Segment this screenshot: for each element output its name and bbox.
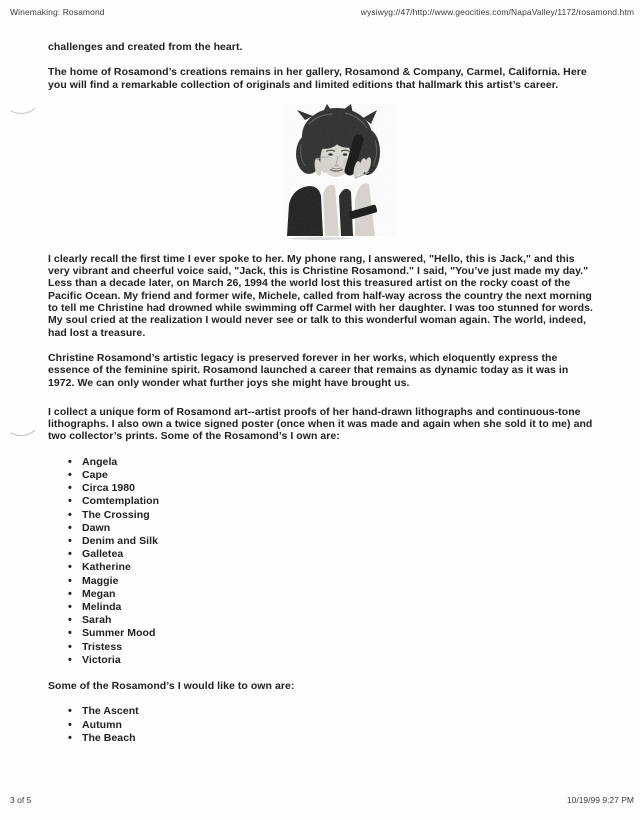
paragraph-phone-call: I clearly recall the first time I ever spoke to her. My phone rang, I answered, "Hello, this is Jack," and this very vibrant and cheerful voice said, "Jack, this is Christine Rosamond." I said, "You’ve just made my day." Less than a decade later, on March 26, 1994 the world lost this treasured artist on the rocky coast of the Pacific Ocean. My friend and former wife, Michele, called from half-way across the country the next morning to tell me Christine had drowned while swimming off Carmel with her daughter. I was too stunned for words. My soul cried at the realization I would never see or talk to this wonderful woman again. The world, indeed, had lost a treasure. (48, 252, 593, 339)
hole-punch-mark (4, 408, 41, 437)
list-item: • The Beach (68, 732, 597, 745)
paragraph-legacy: Christine Rosamond’s artistic legacy is preserved forever in her works, which eloquently express the essence of the feminine spirit. Rosamond launched a career that remains as dynamic today as it was in 1972. We can only wonder what further joys she might have brought us. (48, 351, 569, 389)
list-item: • Melinda (68, 601, 597, 614)
list-item: • Comtemplation (68, 495, 597, 508)
list-item: • Summer Mood (68, 627, 597, 640)
owned-artworks-list (48, 456, 597, 667)
print-header-url: wysiwyg://47/http://www.geocities.com/NapaValley/1172/rosamond.htm (360, 7, 634, 17)
portrait-photo (285, 104, 395, 236)
list-item: • Galletea (68, 548, 597, 561)
print-timestamp: 10/19/99 9:27 PM (566, 795, 634, 805)
list-item: • Tristess (68, 641, 597, 654)
document-body (48, 41, 597, 745)
list-item: • Angela (68, 456, 597, 469)
list-item: • Autumn (68, 719, 597, 732)
print-header-title: Winemaking: Rosamond (10, 7, 105, 17)
page-number: 3 of 5 (10, 795, 32, 805)
list-item: • Megan (68, 588, 597, 601)
print-footer (10, 795, 634, 805)
list-item: • The Ascent (68, 705, 597, 718)
paragraph-wishlist-intro: Some of the Rosamond’s I would like to own are: (48, 680, 295, 692)
portrait-photo-illustration (285, 104, 395, 236)
list-item: • The Crossing (68, 509, 597, 522)
list-item: • Denim and Silk (68, 535, 597, 548)
list-item: • Maggie (68, 575, 597, 588)
list-item: • Cape (68, 469, 597, 482)
paragraph-gallery: The home of Rosamond’s creations remains in her gallery, Rosamond & Company, Carmel, California. Here you will find a remarkable collection of originals and limited editions that hallmark this artist’s career. (48, 66, 587, 91)
wishlist-artworks-list (48, 705, 597, 745)
paragraph-collection-intro: I collect a unique form of Rosamond art--artist proofs of her hand-drawn lithographs and continuous-tone lithographs. I also own a twice signed poster (once when it was made and again when she sold it to me) and two collector’s prints. Some of the Rosamond’s I own are: (48, 405, 593, 443)
list-item: • Sarah (68, 614, 597, 627)
list-item: • Katherine (68, 561, 597, 574)
paragraph-fragment: challenges and created from the heart. (48, 41, 243, 53)
list-item: • Circa 1980 (68, 482, 597, 495)
list-item: • Dawn (68, 522, 597, 535)
hole-punch-mark (4, 86, 41, 115)
list-item: • Victoria (68, 654, 597, 667)
print-header (10, 7, 634, 17)
